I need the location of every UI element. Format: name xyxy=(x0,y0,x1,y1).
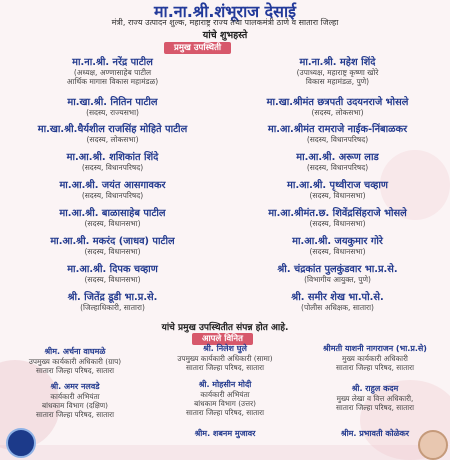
emblem-icon xyxy=(418,430,448,460)
guest-role: विकास महामंडळ, पुणे) xyxy=(305,77,370,86)
guest-left-0 xyxy=(0,57,225,86)
guest-right-6 xyxy=(225,236,450,256)
host-name: श्री. मोहसीन मोदी xyxy=(198,380,252,389)
guest-role: (सदस्य, विधानपरिषद) xyxy=(306,163,369,172)
guest-right-0 xyxy=(225,57,450,86)
guest-name: श्री. समीर शेख भा.पो.से. xyxy=(291,292,384,303)
guest-role: (सदस्य, विधानसभा) xyxy=(309,247,366,256)
guest-role: (जिल्हाधिकारी, सातारा) xyxy=(80,303,145,312)
guest-name: मा.आ.श्री. मकरंद (जाधव) पाटील xyxy=(50,236,175,247)
guest-left-2 xyxy=(0,124,225,144)
host-role: सातारा जिल्हा परिषद, सातारा xyxy=(185,363,265,372)
guest-role: (सदस्य, लोकसभा) xyxy=(311,108,364,117)
guest-name: मा.खा.श्री.धैर्यशील राजसिंह मोहिते पाटील xyxy=(37,124,188,135)
guest-name: मा.आ.श्री. जयकुमार गोरे xyxy=(292,236,383,247)
host-role: सातारा जिल्हा परिषद, सातारा xyxy=(335,403,415,412)
host-role: बांधकाम विभाग (उत्तर) xyxy=(194,399,256,408)
host-name: श्रीम. प्रभावती कोळेकर xyxy=(340,429,410,438)
guest-role: (पोलीस अधिक्षक, सातारा) xyxy=(301,303,374,312)
guest-left-1 xyxy=(0,97,225,117)
guest-right-8 xyxy=(225,292,450,312)
host-6 xyxy=(150,429,300,439)
guest-role: (सदस्य, विधानसभा) xyxy=(84,219,141,228)
guest-right-7 xyxy=(225,264,450,284)
host-role: सातारा जिल्हा परिषद, सातारा xyxy=(35,366,115,375)
designation: मंत्री, राज्य उत्पादन शुल्क, महाराष्ट्र राज्य तथा पालकमंत्री ठाणे व सातारा जिल्हा xyxy=(111,18,339,27)
host-name: श्री. निलेश घुले xyxy=(203,344,247,353)
guest-name: मा.ना.श्री. नरेंद्र पाटील xyxy=(72,57,153,68)
guest-role: (सदस्य, लोकसभा) xyxy=(86,135,139,144)
guest-left-3 xyxy=(0,152,225,172)
host-role: बांधकाम विभाग (दक्षिण) xyxy=(41,401,109,410)
guest-name: श्री. जितेंद्र डूडी भा.प्र.से. xyxy=(67,292,158,303)
guest-role: (सदस्य, विधानपरिषद) xyxy=(306,135,369,144)
guest-role: (सदस्य, राज्यसभा) xyxy=(86,108,139,117)
guest-right-5 xyxy=(225,208,450,228)
guest-name: मा.आ.श्री. अरूण लाड xyxy=(296,152,379,163)
host-role: सातारा जिल्हा परिषद, सातारा xyxy=(185,408,265,417)
guest-name: मा.ना.श्री. महेश शिंदे xyxy=(299,57,376,68)
guest-left-8 xyxy=(0,292,225,312)
host-0 xyxy=(0,347,150,375)
guest-role: (अध्यक्ष, अण्णासाहेब पाटील xyxy=(73,68,152,77)
guest-right-3 xyxy=(225,152,450,172)
section-label-hosts: आपले विनित xyxy=(192,333,253,345)
host-name: श्री. अमर नलवडे xyxy=(50,382,100,391)
guest-name: मा.आ.श्री. जयंत आसगावकर xyxy=(59,180,166,191)
host-name: श्रीमती याशनी नागराजन (भा.प्र.से) xyxy=(323,344,427,353)
guest-name: मा.आ.श्रीमंत रामराजे नाईक-निंबाळकर xyxy=(267,124,408,135)
guest-name: श्री. चंद्रकांत पुलकुंडवार भा.प्र.से. xyxy=(277,264,398,275)
presence-note: यांचे प्रमुख उपस्थितीत संपन्न होत आहे. xyxy=(161,323,289,333)
host-4 xyxy=(150,380,300,417)
guest-name: मा.आ.श्री. बाळासाहेब पाटील xyxy=(59,208,166,219)
guest-role: (सदस्य, विधानसभा) xyxy=(309,219,366,228)
guest-role: (सदस्य, विधानपरिषद) xyxy=(81,191,144,200)
guest-left-6 xyxy=(0,236,225,256)
host-role: सातारा जिल्हा परिषद, सातारा xyxy=(335,363,415,372)
guest-right-4 xyxy=(225,180,450,200)
host-5 xyxy=(300,384,450,412)
government-emblem-icon xyxy=(6,428,36,458)
main-title: मा.ना.श्री.शंभूराज देसाई xyxy=(153,2,296,21)
host-2 xyxy=(300,344,450,372)
guest-role: (सदस्य, विधानपरिषद) xyxy=(81,163,144,172)
greeting: यांचे शुभहस्ते xyxy=(202,30,248,41)
guest-role: (विभागीय आयुक्त, पुणे) xyxy=(304,275,371,284)
host-role: उपमुख्य कार्यकारी अधिकारी (ग्राप) xyxy=(28,357,122,366)
guest-left-7 xyxy=(0,264,225,284)
guest-name: मा.आ.श्री. पृथ्वीराज चव्हाण xyxy=(287,180,388,191)
host-role: मुख्य कार्यकारी अधिकारी xyxy=(342,354,408,363)
guest-name: मा.आ.श्री. शशिकांत शिंदे xyxy=(66,152,159,163)
guest-role: (सदस्य, विधानसभा) xyxy=(84,275,141,284)
guest-role: (उपाध्यक्ष, महाराष्ट्र कृष्णा खोरे xyxy=(296,68,379,77)
host-3 xyxy=(0,382,150,419)
guest-role: (सदस्य, विधानसभा) xyxy=(84,247,141,256)
host-name: श्रीम. अर्चना वाघमळे xyxy=(44,347,106,356)
guest-right-2 xyxy=(225,124,450,144)
section-label-guests: प्रमुख उपस्थिती xyxy=(164,42,231,54)
host-role: मुख्य लेखा व वित्त अधिकारी, xyxy=(336,394,414,403)
guest-left-5 xyxy=(0,208,225,228)
guest-name: मा.आ.श्रीमंत.छ. शिवेंद्रसिंहराजे भोसले xyxy=(268,208,407,219)
host-role: सातारा जिल्हा परिषद, सातारा xyxy=(35,410,115,419)
host-role: उपमुख्य कार्यकारी अधिकारी (सामा) xyxy=(177,354,273,363)
guest-name: मा.खा.श्रीमंत छत्रपती उदयनराजे भोसले xyxy=(266,97,409,108)
guest-right-1 xyxy=(225,97,450,117)
guest-role: (सदस्य, विधानसभा) xyxy=(309,191,366,200)
host-name: श्रीम. शबनम मुजावर xyxy=(194,429,256,438)
guest-left-4 xyxy=(0,180,225,200)
host-role: कार्यकारी अभियंता xyxy=(50,392,100,401)
host-role: कार्यकारी अभियंता xyxy=(200,390,250,399)
host-name: श्री. राहुल कदम xyxy=(351,384,399,393)
guest-name: मा.खा.श्री. नितिन पाटील xyxy=(67,97,158,108)
guest-name: मा.आ.श्री. दिपक चव्हाण xyxy=(67,264,158,275)
guest-role: आर्थिक मागास विकास महामंडळ) xyxy=(66,77,159,86)
host-1 xyxy=(150,344,300,372)
